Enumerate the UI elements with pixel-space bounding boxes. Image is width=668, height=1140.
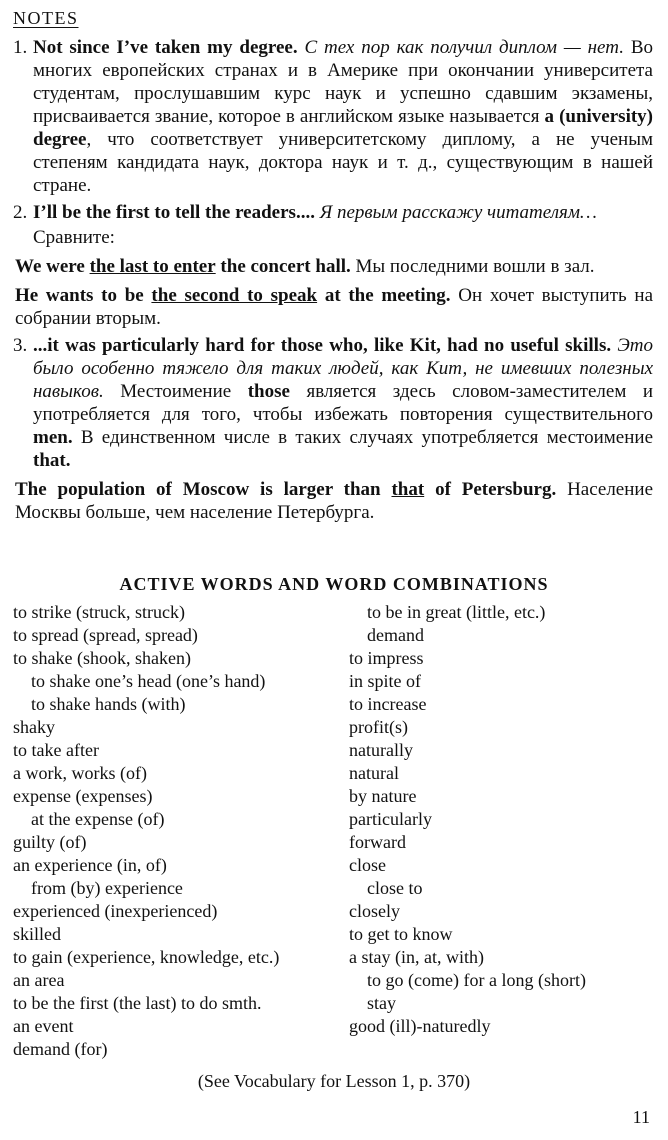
word-item: to impress	[349, 648, 424, 668]
page-number: 11	[632, 1107, 650, 1127]
notes-heading: NOTES	[13, 8, 79, 28]
example-text: the concert hall.	[220, 256, 351, 277]
word-item: demand (for)	[13, 1039, 108, 1059]
word-item: naturally	[349, 740, 413, 760]
example-sentence	[13, 478, 653, 524]
word-item: to be in great (little, etc.)	[367, 602, 546, 622]
note-body: Во многих европейских странах и в Америке при окончании университета студентам, прослушавшим курс наук и успешно сдавшим экзамены, присваивается звание, которое в английском языке называется	[33, 37, 654, 127]
word-item: to shake (shook, shaken)	[13, 648, 191, 668]
word-item: to get to know	[349, 924, 453, 944]
example-underlined: the second to speak	[151, 285, 318, 306]
note-body: , что соответствует университетскому диплому, а не ученым степеням кандидата наук, доктора наук и т. д., существующим в нашей стране.	[33, 129, 653, 196]
word-list-left	[13, 601, 343, 1061]
word-item: to shake one’s head (one’s hand)	[31, 671, 266, 691]
note-text	[33, 334, 653, 472]
note-term: men.	[33, 427, 73, 448]
word-item: to shake hands (with)	[31, 694, 186, 714]
word-item: a work, works (of)	[13, 763, 147, 783]
word-item: stay	[367, 993, 396, 1013]
example-text: We were	[15, 256, 85, 277]
word-item: from (by) experience	[31, 878, 183, 898]
word-item: demand	[367, 625, 424, 645]
note-headword: ...it was particularly hard for those who, like Kit, had no useful skills.	[33, 335, 612, 356]
example-translation: Мы последними вошли в зал.	[355, 256, 595, 277]
note-body: является здесь словом-заместителем и употребляется для того, чтобы избежать повторения существительного	[33, 381, 654, 425]
word-item: close to	[367, 878, 423, 898]
see-also-note: (See Vocabulary for Lesson 1, p. 370)	[197, 1071, 471, 1091]
example-text: of Petersburg.	[435, 479, 557, 500]
word-item: guilty (of)	[13, 832, 87, 852]
word-item: particularly	[349, 809, 432, 829]
example-sentence	[13, 284, 653, 330]
example-text: He wants to be	[15, 285, 144, 306]
word-item: close	[349, 855, 386, 875]
note-translation: Я первым расскажу читателям…	[319, 202, 597, 223]
example-text: The population of Moscow is larger than	[15, 479, 381, 500]
note-headword: I’ll be the first to tell the readers....	[33, 202, 315, 223]
note-translation: С тех пор как получил диплом — нет.	[304, 37, 624, 58]
word-item: a stay (in, at, with)	[349, 947, 484, 967]
word-item: to increase	[349, 694, 427, 714]
note-number: 1.	[13, 37, 28, 58]
word-item: shaky	[13, 717, 55, 737]
example-translation: Население Москвы больше, чем население Петербурга.	[15, 479, 653, 523]
word-item: profit(s)	[349, 717, 408, 737]
example-text: at the meeting.	[324, 285, 451, 306]
note-text	[33, 201, 653, 224]
note-term: that.	[33, 450, 71, 471]
note-body: Местоимение	[120, 381, 232, 402]
word-item: in spite of	[349, 671, 421, 691]
note-translation: Это было особенно тяжело для таких людей, как Кит, не имевших полезных навыков.	[33, 335, 654, 402]
notes-list	[13, 36, 653, 524]
compare-label: Сравните:	[33, 227, 115, 248]
note-term: a (university) degree	[33, 106, 654, 150]
note-text	[33, 36, 653, 197]
word-item: good (ill)-naturedly	[349, 1016, 491, 1036]
word-item: natural	[349, 763, 399, 783]
note-number: 3.	[13, 335, 28, 356]
word-item: skilled	[13, 924, 61, 944]
note-2	[13, 201, 653, 224]
example-sentence	[13, 255, 653, 278]
word-item: to be the first (the last) to do smth.	[13, 993, 262, 1013]
example-translation: Он хочет выступить на собрании вторым.	[15, 285, 653, 329]
word-item: to take after	[13, 740, 99, 760]
word-item: expense (expenses)	[13, 786, 153, 806]
note-1	[13, 36, 653, 197]
word-item: an event	[13, 1016, 74, 1036]
note-3	[13, 334, 653, 472]
word-item: closely	[349, 901, 400, 921]
note-number: 2.	[13, 202, 28, 223]
word-item: experienced (inexperienced)	[13, 901, 218, 921]
word-item: by nature	[349, 786, 417, 806]
word-item: at the expense (of)	[31, 809, 165, 829]
word-item: forward	[349, 832, 406, 852]
section-title: ACTIVE WORDS AND WORD COMBINATIONS	[119, 574, 549, 594]
word-item: an experience (in, of)	[13, 855, 167, 875]
word-list-right	[349, 601, 649, 1038]
word-item: an area	[13, 970, 65, 990]
note-headword: Not since I’ve taken my degree.	[33, 37, 298, 58]
word-item: to strike (struck, struck)	[13, 602, 185, 622]
example-underlined: the last to enter	[89, 256, 216, 277]
word-item: to spread (spread, spread)	[13, 625, 198, 645]
note-term: those	[247, 381, 290, 402]
word-item: to gain (experience, knowledge, etc.)	[13, 947, 280, 967]
example-underlined: that	[391, 479, 425, 500]
word-item: to go (come) for a long (short)	[367, 970, 586, 990]
note-body: В единственном числе в таких случаях употребляется местоимение	[80, 427, 654, 448]
